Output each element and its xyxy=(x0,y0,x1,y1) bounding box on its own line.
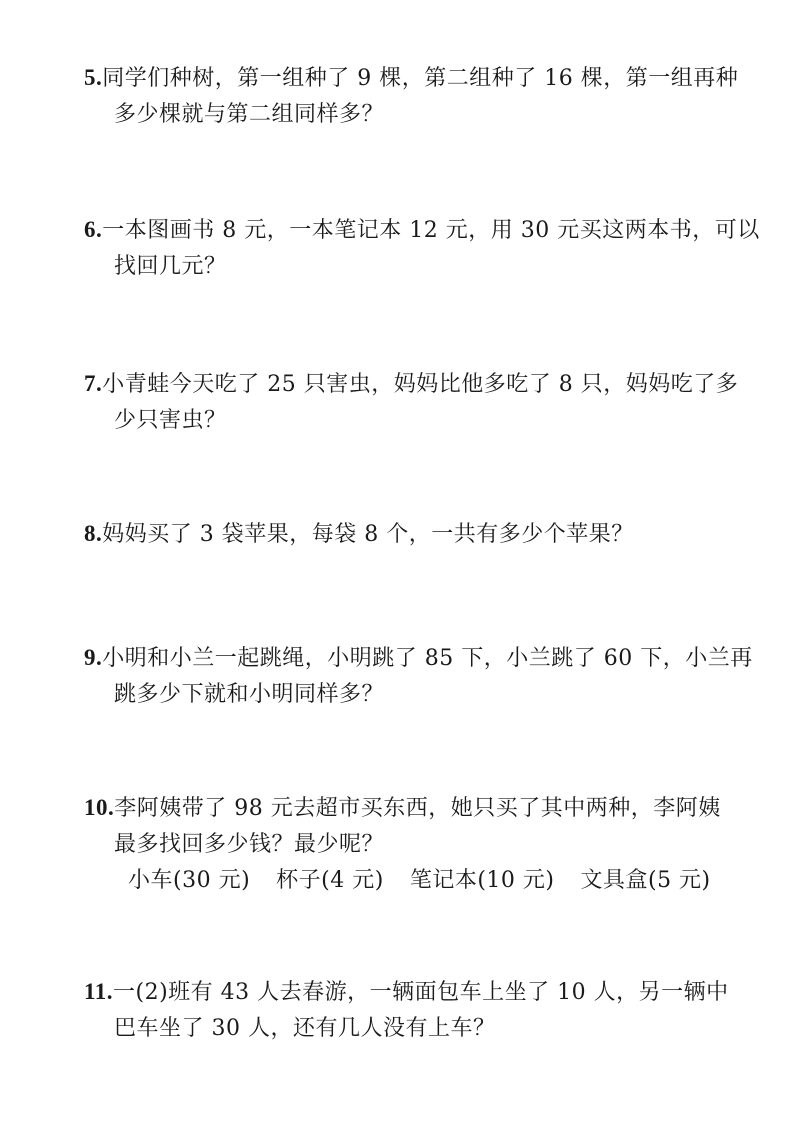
problem-number: 8. xyxy=(84,521,103,546)
problem-11 xyxy=(84,974,764,1047)
problem-text-line: 多少棵就与第二组同样多？ xyxy=(114,102,385,127)
problem-text-line: 李阿姨带了 98 元去超市买东西，她只买了其中两种，李阿姨 xyxy=(114,796,721,821)
problem-text-line: 最多找回多少钱？最少呢？ xyxy=(114,832,385,857)
problem-number: 5. xyxy=(84,65,103,90)
problem-text-line: 一本图画书 8 元，一本笔记本 12 元，用 30 元买这两本书，可以 xyxy=(102,218,760,243)
problem-text-line: 妈妈买了 3 袋苹果，每袋 8 个，一共有多少个苹果？ xyxy=(102,522,634,547)
problem-number: 6. xyxy=(84,217,103,242)
problem-text-line: 少只害虫？ xyxy=(114,408,227,433)
problem-8 xyxy=(84,516,764,553)
problem-number: 9. xyxy=(84,645,103,670)
problem-text-line: 小明和小兰一起跳绳，小明跳了 85 下，小兰跳了 60 下，小兰再 xyxy=(102,646,753,671)
price-option: 小车(30 元) xyxy=(128,868,251,893)
problem-text-line: 巴车坐了 30 人，还有几人没有上车？ xyxy=(114,1016,496,1041)
price-option: 文具盒(5 元) xyxy=(580,868,711,893)
problem-text-line: 同学们种树，第一组种了 9 棵，第二组种了 16 棵，第一组再种 xyxy=(102,66,739,91)
problem-number: 11. xyxy=(84,979,113,1004)
item-price-list xyxy=(84,863,764,899)
price-option: 杯子(4 元) xyxy=(276,868,384,893)
problem-9 xyxy=(84,640,764,713)
problem-6 xyxy=(84,212,764,285)
problem-text-line: 一(2)班有 43 人去春游，一辆面包车上坐了 10 人，另一辆中 xyxy=(112,980,729,1005)
problem-number: 7. xyxy=(84,371,103,396)
problem-10 xyxy=(84,790,764,899)
problem-text-line: 找回几元？ xyxy=(114,254,227,279)
problem-text-line: 跳多少下就和小明同样多？ xyxy=(114,682,385,707)
problem-5 xyxy=(84,60,764,133)
problem-number: 10. xyxy=(84,795,115,820)
problem-text-line: 小青蛙今天吃了 25 只害虫，妈妈比他多吃了 8 只，妈妈吃了多 xyxy=(102,372,739,397)
price-option: 笔记本(10 元) xyxy=(409,868,555,893)
problem-7 xyxy=(84,366,764,439)
